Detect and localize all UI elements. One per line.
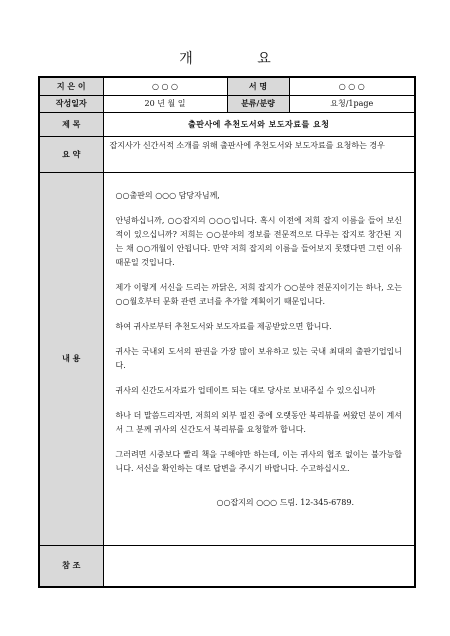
content-body — [103, 172, 415, 545]
signature-label: 서 명 — [227, 77, 289, 95]
category-value: 요청/1page — [289, 95, 415, 112]
page-title: 개 요 — [179, 51, 301, 67]
reference-value — [103, 545, 415, 587]
body-paragraph: 귀사의 신간도서자료가 업데이트 되는 대로 당사로 보내주실 수 있으십니까 — [115, 385, 376, 395]
summary-value: 잡지사가 신간서적 소개를 위해 출판사에 추천도서와 보도자료를 요청하는 경우 — [103, 136, 415, 172]
body-paragraph: 제가 이렇게 서신을 드리는 까닭은, 저희 잡지가 ○○분야 전문지이기는 하나, 오는 ○○월호부터 문화 관련 코너를 추가할 계획이기 때문입니다. — [115, 282, 402, 306]
signature-value: ○ ○ ○ — [289, 77, 415, 95]
author-value: ○ ○ ○ — [103, 77, 227, 95]
content-label: 내 용 — [39, 172, 103, 545]
date-value: 20 년 월 일 — [103, 95, 227, 112]
greeting-text: ○○출판의 ○○○ 담당자님께, — [115, 190, 220, 200]
body-paragraph: 그러려면 시중보다 빨리 책을 구해야만 하는데, 이는 귀사의 협조 없이는 불가능합니다. 서신을 확인하는 대로 답변을 주시기 바랍니다. 수고하십시오. — [115, 449, 402, 473]
summary-label: 요 약 — [39, 136, 103, 172]
body-paragraph: 귀사는 국내외 도서의 판권을 가장 많이 보유하고 있는 국내 최대의 출판기업입니다. — [115, 346, 402, 370]
subject-label: 제 목 — [39, 112, 103, 136]
category-label: 분류/분량 — [227, 95, 289, 112]
letter-signature: ○○잡지의 ○○○ 드림. 12-345-6789. — [216, 497, 354, 507]
subject-value: 출판사에 추천도서와 보도자료를 요청 — [103, 112, 415, 136]
reference-label: 참 조 — [39, 545, 103, 587]
body-paragraph: 하나 더 말씀드리자면, 저희의 외부 필진 중에 오랫동안 북리뷰를 써왔던 분이 계셔서 그 분께 귀사의 신간도서 북리뷰를 요청할까 합니다. — [115, 410, 402, 434]
date-label: 작성일자 — [39, 95, 103, 112]
body-paragraph: 안녕하십니까, ○○잡지의 ○○○입니다. 혹시 이전에 저희 잡지 이름을 들어 보신 적이 있으십니까? 저희는 ○○분야의 정보를 전문적으로 다루는 잡지로 창간된 지는 채 ○○개월이 안됩니다. 만약 저희 잡지의 이름을 들어보지 못했다면 그런 이유 때문일 것입니다. — [115, 215, 402, 267]
summary-form — [38, 76, 416, 588]
body-paragraph: 하여 귀사로부터 추천도서와 보도자료를 제공받았으면 합니다. — [115, 321, 332, 331]
author-label: 지 은 이 — [39, 77, 103, 95]
